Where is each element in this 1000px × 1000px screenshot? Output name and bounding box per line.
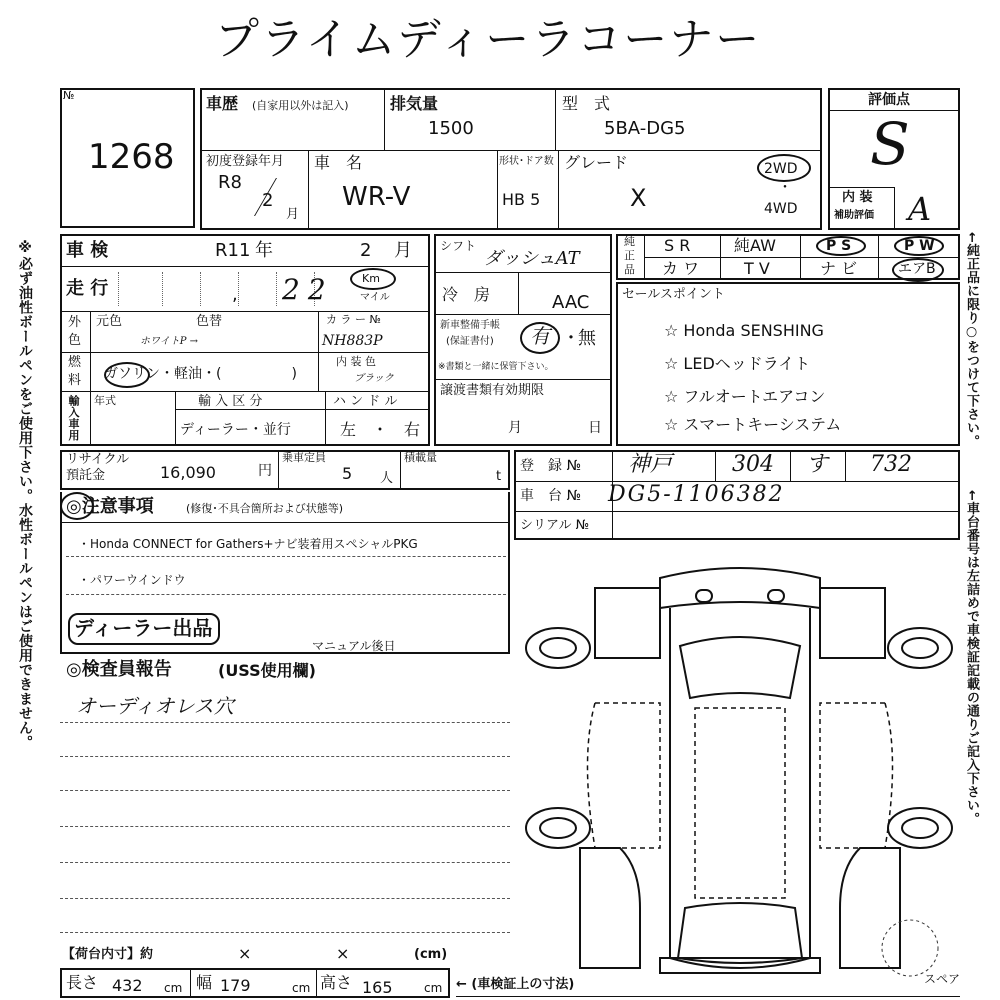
genuine-aw: 純AW: [734, 236, 776, 255]
genuine-label-1: 純: [624, 235, 635, 248]
registration-class: 304: [732, 452, 774, 477]
sales-point-3: ☆ フルオートエアコン: [664, 387, 826, 406]
inspector-label: ◎検査員報告: [66, 659, 172, 680]
recycle-value: 16,090: [160, 463, 216, 482]
displacement-label: 排気量: [390, 94, 439, 113]
grade-value: X: [630, 184, 647, 212]
transfer-day: 日: [588, 420, 602, 436]
height-value: 165: [362, 978, 393, 997]
length-label: 長さ: [66, 973, 99, 992]
import-year-label: 年式: [94, 394, 116, 407]
manual-no: 無: [578, 328, 596, 349]
genuine-tv: T V: [744, 259, 770, 278]
height-label: 高さ: [320, 973, 353, 992]
notes-sub: (修復･不具合箇所および状態等): [186, 502, 344, 515]
rating-label: 評価点: [868, 92, 910, 108]
page-title: プライムディーラコーナー: [215, 14, 762, 65]
manual-note: ※書類と一緒に保管下さい。: [438, 362, 554, 372]
fuel-options: ガソリン・軽油・( ): [104, 366, 297, 382]
sales-point-4: ☆ スマートキーシステム: [664, 415, 842, 434]
mileage-unit-mile: マイル: [360, 292, 390, 303]
manual-yes: 有: [530, 324, 550, 348]
genuine-sr: S R: [664, 236, 691, 255]
shift-label: シフト: [440, 239, 477, 253]
drive-4wd: 4WD: [764, 201, 798, 217]
fuel-label-2: 料: [68, 373, 82, 388]
first-reg-month-unit: 月: [286, 207, 300, 222]
aircon-label: 冷 房: [442, 285, 491, 304]
width-value: 179: [220, 976, 251, 995]
import-type-label: 輸 入 区 分: [198, 394, 263, 409]
side-note-left: ※必ず油性ボールペンをご使用下さい。水性ボールペンはご使用できません。: [17, 240, 33, 750]
length-unit: cm: [164, 981, 183, 995]
color-orig-label: 元色: [96, 314, 123, 329]
capacity-unit: 人: [380, 471, 394, 486]
first-reg-month: 2: [262, 190, 274, 211]
registration-number: 732: [870, 452, 912, 477]
shift-value: ダッシュAT: [484, 248, 580, 269]
genuine-ps: P S: [826, 238, 852, 254]
mileage-label: 走 行: [66, 278, 109, 299]
registration-kana: す: [806, 452, 829, 477]
import-type-value: ディーラー・並行: [180, 422, 291, 438]
handle-label: ハ ン ド ル: [333, 394, 398, 409]
width-label: 幅: [196, 973, 213, 992]
registration-label: 登 録 №: [520, 458, 582, 474]
genuine-pw: P W: [904, 238, 935, 254]
color-orig-value: ホワイトP →: [140, 336, 198, 347]
handle-value: 左 ・ 右: [340, 420, 421, 439]
genuine-navi: ナ ビ: [820, 259, 858, 278]
recycle-label-1: リサイクル: [66, 452, 130, 467]
side-note-right-top: ←純正品に限り○をつけて下さい。: [964, 232, 979, 448]
sales-label: セールスポイント: [622, 287, 725, 302]
dealer-badge: ディーラー出品: [74, 616, 213, 640]
dims-note: ← (車検証上の寸法): [456, 977, 575, 992]
recycle-label-2: 預託金: [66, 468, 106, 483]
displacement-value: 1500: [428, 118, 474, 139]
model-code-value: 5BA-DG5: [604, 118, 686, 139]
transfer-month: 月: [508, 420, 522, 436]
genuine-label-2: 正: [624, 249, 635, 262]
recycle-unit: 円: [258, 463, 272, 479]
notes-line-2: ・パワーウインドウ: [78, 573, 186, 587]
inspection-era: R11: [215, 240, 251, 261]
import-label: 輸入車用: [67, 395, 80, 441]
color-code-value: NH883P: [322, 333, 383, 349]
history-label: 車歴: [206, 94, 239, 113]
chassis-label: 車 台 №: [520, 488, 582, 504]
fuel-label-1: 燃: [68, 355, 82, 370]
sales-point-2: ☆ LEDヘッドライト: [664, 354, 811, 373]
registration-region: 神戸: [628, 452, 673, 477]
notes-line-1: ・Honda CONNECT for Gathers+ナビ装着用スペシャルPKG: [78, 537, 418, 551]
grade-label: グレード: [564, 153, 629, 172]
sales-point-1: ☆ Honda SENSHING: [664, 321, 824, 340]
color-change-label: 色替: [196, 314, 223, 329]
cargo-x1: ×: [238, 944, 252, 963]
capacity-label: 乗車定員: [282, 451, 326, 464]
spare-label: スペア: [924, 972, 961, 986]
interior-color-value: ブラック: [354, 373, 394, 384]
genuine-kawa: カ ワ: [662, 259, 700, 278]
car-diagram: [520, 548, 960, 988]
inspection-label: 車 検: [66, 240, 109, 261]
interior-color-label: 内 装 色: [336, 355, 376, 368]
drive-sep: ・: [778, 180, 792, 196]
body-label: 形状･ドア数: [499, 156, 554, 167]
lot-number: 1268: [88, 137, 175, 177]
inspection-month-unit: 月: [394, 240, 412, 261]
body-value: HB 5: [502, 190, 541, 209]
cargo-label: 【荷台内寸】約: [62, 947, 154, 962]
inspection-year-unit: 年: [255, 240, 273, 261]
capacity-value: 5: [342, 464, 353, 483]
color-code-label: カ ラ ー №: [326, 313, 381, 326]
interior-label: 内 装: [842, 190, 873, 205]
genuine-airbag: エアB: [898, 261, 936, 277]
cargo-x2: ×: [336, 944, 350, 963]
inspector-note: オーディオレス穴: [76, 694, 234, 718]
color-label-2: 色: [68, 333, 82, 348]
cargo-unit: (cm): [414, 947, 448, 962]
dealer-manual: マニュアル後日: [312, 639, 396, 653]
drive-2wd: 2WD: [764, 161, 798, 177]
car-name-value: WR-V: [342, 182, 411, 212]
interior-value: A: [908, 190, 932, 228]
load-unit: t: [496, 469, 502, 484]
first-reg-label: 初度登録年月: [206, 154, 285, 169]
transfer-label: 譲渡書類有効期限: [440, 383, 545, 398]
mileage-comma: ,: [232, 284, 238, 305]
inspection-month: 2: [360, 240, 372, 261]
manual-label-1: 新車整備手帳: [440, 320, 500, 331]
first-reg-era: R8: [218, 172, 242, 193]
model-code-label: 型 式: [562, 94, 611, 113]
manual-sep: ・: [562, 328, 580, 349]
load-label: 積載量: [404, 451, 437, 464]
inspector-sub: (USS使用欄): [218, 661, 316, 680]
lot-label: №: [63, 89, 75, 102]
notes-label: ◎注意事項: [66, 496, 154, 517]
history-note: (自家用以外は記入): [252, 99, 349, 112]
mileage-unit-km: Km: [362, 272, 380, 285]
manual-label-2: (保証書付): [446, 336, 494, 347]
genuine-label-3: 品: [624, 263, 635, 276]
chassis-value: DG5-1106382: [608, 482, 785, 507]
interior-sub: 補助評価: [834, 210, 874, 221]
width-unit: cm: [292, 981, 311, 995]
aircon-value: AAC: [552, 292, 590, 313]
height-unit: cm: [424, 981, 443, 995]
rating-value: S: [870, 110, 910, 178]
length-value: 432: [112, 976, 143, 995]
car-name-label: 車 名: [314, 153, 363, 172]
color-label-1: 外: [68, 315, 82, 330]
serial-label: シリアル №: [520, 518, 590, 533]
mileage-value: 22: [282, 273, 334, 306]
side-note-right-bottom: ←車台番号は左詰めで車検証記載の通りご記入下さい。: [964, 490, 979, 826]
